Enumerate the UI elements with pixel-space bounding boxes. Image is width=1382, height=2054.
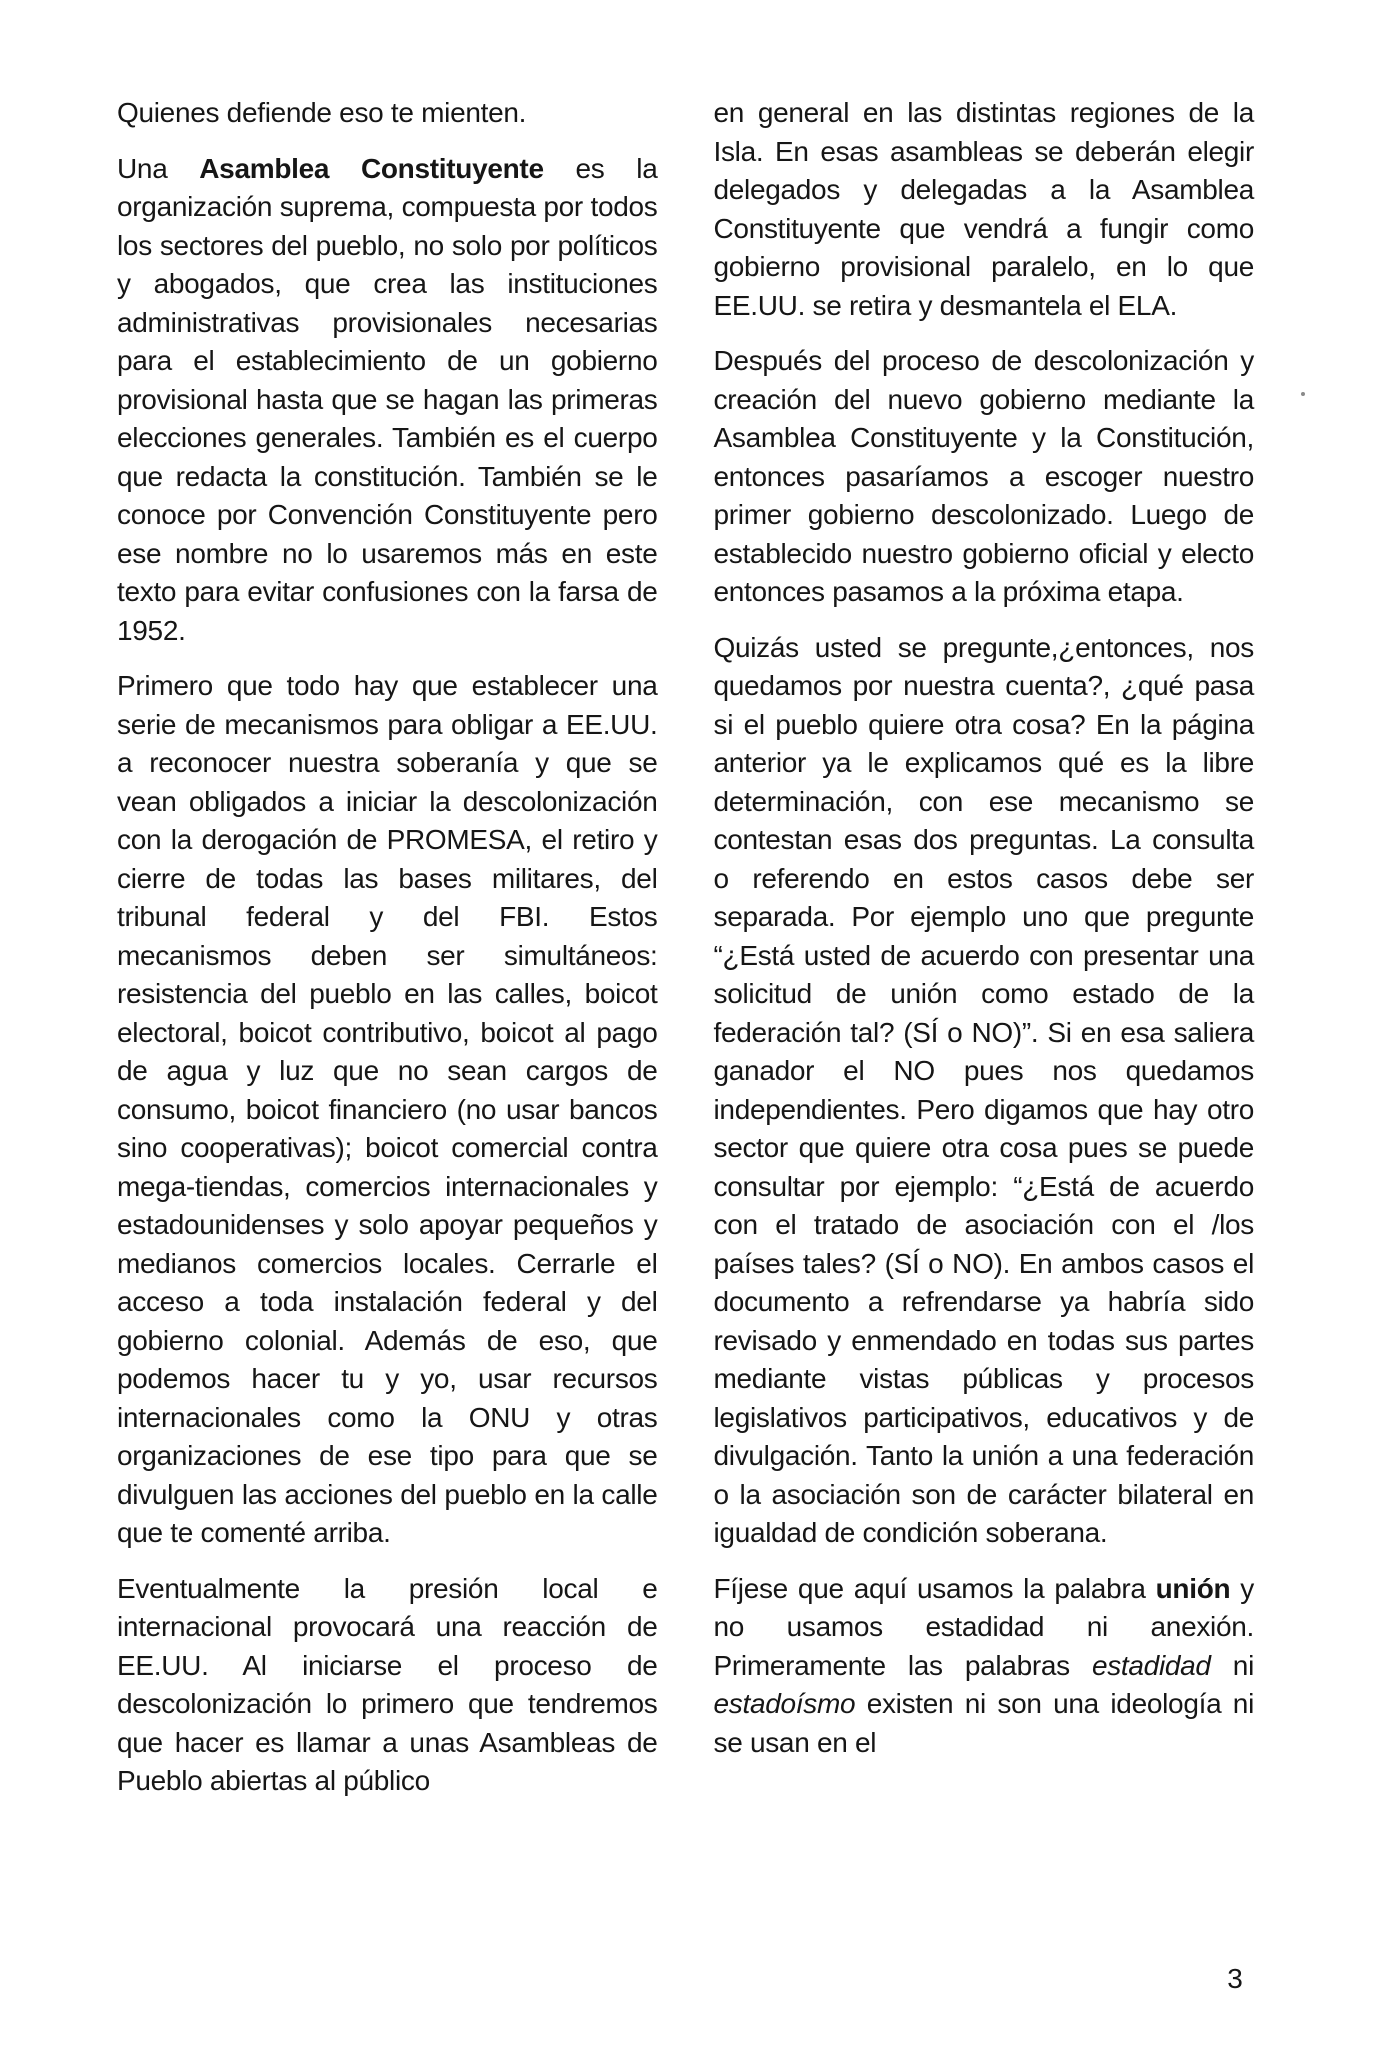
left-column <box>117 94 658 1818</box>
text-run: ni <box>1210 1649 1254 1681</box>
text-run: Eventualmente la presión local e internacional provocará una reacción de EE.UU. Al iniciarse el proceso de descolonización lo primero que tendremos que hacer es llamar a unas Asambleas de Pueblo abiertas al público <box>117 1572 658 1796</box>
paragraph <box>714 1570 1255 1763</box>
text-run: es la organización suprema, compuesta por todos los sectores del pueblo, no solo por políticos y abogados, que crea las instituciones administrativas provisionales necesarias para el establecimiento de un gobierno provisional hasta que se hagan las primeras elecciones generales. También es el cuerpo que redacta la constitución. También se le conoce por Convención Constituyente pero ese nombre no lo usaremos más en este texto para evitar confusiones con la farsa de 1952. <box>117 152 658 646</box>
text-run: y no usamos estadidad ni anexión. Primeramente las palabras <box>713 1572 1254 1681</box>
bold-run: unión <box>1155 1572 1231 1604</box>
paragraph <box>714 342 1255 612</box>
paragraph <box>714 94 1255 325</box>
text-columns <box>117 94 1254 1818</box>
text-run: Quizás usted se pregunte,¿entonces, nos quedamos por nuestra cuenta?, ¿qué pasa si el pueblo quiere otra cosa? En la página anterior ya le explicamos qué es la libre determinación, con ese mecanismo se contestan esas dos preguntas. La consulta o referendo en estos casos debe ser separada. Por ejemplo uno que pregunte “¿Está usted de acuerdo con presentar una solicitud de unión como estado de la federación tal? (SÍ o NO)”. Si en esa saliera ganador el NO pues nos quedamos independientes. Pero digamos que hay otro sector que quiere otra cosa pues se puede consultar por ejemplo: “¿Está de acuerdo con el tratado de asociación con el /los países tales? (SÍ o NO). En ambos casos el documento a refrendarse ya habría sido revisado y enmendado en todas sus partes mediante vistas públicas y procesos legislativos participativos, educativos y de divulgación. Tanto la unión a una federación o la asociación son de carácter bilateral en igualdad de condición soberana. <box>713 631 1254 1548</box>
paragraph <box>117 1570 658 1801</box>
right-column <box>714 94 1255 1818</box>
text-run: Después del proceso de descolonización y creación del nuevo gobierno mediante la Asamblea Constituyente y la Constitución, entonces pasaríamos a escoger nuestro primer gobierno descolonizado. Luego de establecido nuestro gobierno oficial y electo entonces pasamos a la próxima etapa. <box>713 345 1254 607</box>
text-run: en general en las distintas regiones de la Isla. En esas asambleas se deberán elegir delegados y delegadas a la Asamblea Constituyente que vendrá a fungir como gobierno provisional paralelo, en lo que EE.UU. se retira y desmantela el ELA. <box>713 97 1254 321</box>
italic-run: estadoísmo <box>713 1688 856 1719</box>
text-run: Quienes defiende eso te mienten. <box>117 97 527 128</box>
scan-artifact-dot <box>1301 392 1305 396</box>
page-number: 3 <box>1227 1963 1243 1994</box>
text-run: Una <box>117 152 200 184</box>
italic-run: estadidad <box>1091 1649 1211 1681</box>
paragraph <box>117 150 658 651</box>
text-run: existen ni son una ideología ni se usan en el <box>713 1688 1254 1758</box>
paragraph <box>117 94 658 133</box>
text-run: Primero que todo hay que establecer una serie de mecanismos para obligar a EE.UU. a reconocer nuestra soberanía y que se vean obligados a iniciar la descolonización con la derogación de PROMESA, el retiro y cierre de todas las bases militares, del tribunal federal y del FBI. Estos mecanismos deben ser simultáneos: resistencia del pueblo en las calles, boicot electoral, boicot contributivo, boicot al pago de agua y luz que no sean cargos de consumo, boicot financiero (no usar bancos sino cooperativas); boicot comercial contra mega-tiendas, comercios internacionales y estadounidenses y solo apoyar pequeños y medianos comercios locales. Cerrarle el acceso a toda instalación federal y del gobierno colonial. Además de eso, que podemos hacer tu y yo, usar recursos internacionales como la ONU y otras organizaciones de ese tipo para que se divulguen las acciones del pueblo en la calle que te comenté arriba. <box>117 670 658 1548</box>
text-run: Fíjese que aquí usamos la palabra <box>713 1572 1156 1604</box>
paragraph <box>714 629 1255 1553</box>
paragraph <box>117 667 658 1553</box>
bold-run: Asamblea Constituyente <box>199 152 544 184</box>
